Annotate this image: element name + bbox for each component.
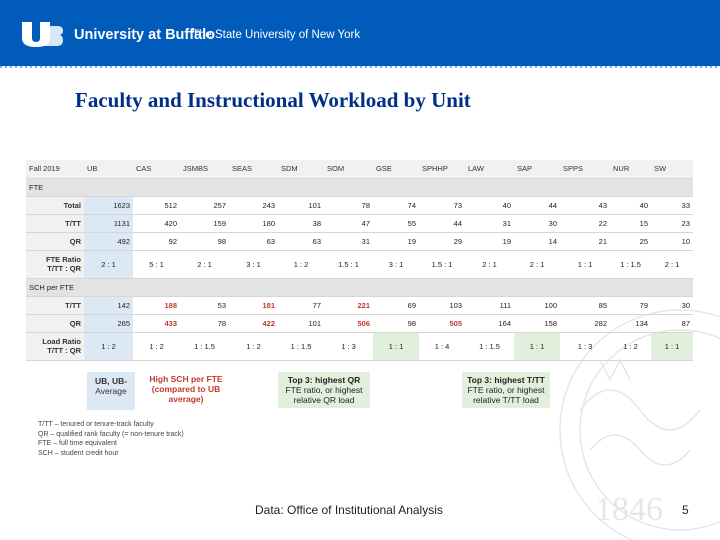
section-label: SCH per FTE	[26, 278, 693, 296]
table-cell: 22	[560, 214, 610, 232]
table-cell: 1131	[84, 214, 133, 232]
table-cell: 69	[373, 296, 419, 314]
table-cell: 1.5 : 1	[419, 250, 465, 278]
slide-title: Faculty and Instructional Workload by Unit	[75, 88, 471, 112]
table-cell: 1623	[84, 196, 133, 214]
section-label: FTE	[26, 178, 693, 196]
table-cell: 188	[133, 296, 180, 314]
table-cell: 181	[229, 296, 278, 314]
table-cell: 2 : 1	[651, 250, 693, 278]
table-cell: 2 : 1	[180, 250, 229, 278]
table-cell: 433	[133, 314, 180, 332]
table-cell: 1 : 2	[278, 250, 324, 278]
table-cell: 40	[465, 196, 514, 214]
university-subtitle: The State University of New York	[192, 29, 361, 41]
ratio-row	[26, 250, 693, 278]
table-cell: 134	[610, 314, 651, 332]
row-label: QR	[26, 232, 84, 250]
data-source: Data: Office of Institutional Analysis	[255, 503, 443, 517]
row-label: Load Ratio T/TT : QR	[26, 332, 84, 360]
table-cell: 1 : 1	[373, 332, 419, 360]
section-row	[26, 178, 693, 196]
column-header: SPHHP	[419, 160, 465, 178]
table-cell: 31	[465, 214, 514, 232]
table-cell: 2 : 1	[465, 250, 514, 278]
table-cell: 1.5 : 1	[324, 250, 373, 278]
table-cell: 98	[180, 232, 229, 250]
table-cell: 180	[229, 214, 278, 232]
section-row	[26, 278, 693, 296]
seal-year: 1846	[595, 491, 663, 528]
definition-line: FTE – full time equivalent	[38, 440, 117, 447]
table-cell: 74	[373, 196, 419, 214]
table-cell: 63	[278, 232, 324, 250]
table-cell: 282	[560, 314, 610, 332]
table-cell: 31	[324, 232, 373, 250]
column-header: SW	[651, 160, 693, 178]
table-cell: 1 : 2	[610, 332, 651, 360]
table-cell: 44	[419, 214, 465, 232]
definition-line: SCH – student credit hour	[38, 449, 119, 457]
column-header: JSMBS	[180, 160, 229, 178]
table-cell: 1 : 3	[324, 332, 373, 360]
table-cell: 73	[419, 196, 465, 214]
table-cell: 53	[180, 296, 229, 314]
table-header-row	[26, 160, 693, 178]
table-cell: 85	[560, 296, 610, 314]
table-cell: 3 : 1	[229, 250, 278, 278]
table-cell: 159	[180, 214, 229, 232]
table-cell: 103	[419, 296, 465, 314]
column-header: SDM	[278, 160, 324, 178]
table-cell: 257	[180, 196, 229, 214]
table-cell: 33	[651, 196, 693, 214]
table-cell: 158	[514, 314, 560, 332]
table-cell: 21	[560, 232, 610, 250]
university-header	[0, 0, 720, 66]
column-header: UB	[84, 160, 133, 178]
legend-tt-bold: Top 3: highest T/TT	[467, 375, 545, 385]
table-cell: 40	[610, 196, 651, 214]
table-cell: 100	[514, 296, 560, 314]
table-cell: 492	[84, 232, 133, 250]
definition-line: QR – qualified rank faculty (= non-tenure track)	[38, 430, 184, 438]
legend-ub-average	[87, 372, 135, 410]
table-cell: 1 : 1.5	[465, 332, 514, 360]
definition-line: T/TT – tenured or tenure-track faculty	[38, 421, 154, 428]
table-row	[26, 296, 693, 314]
ratio-row	[26, 332, 693, 360]
table-cell: 420	[133, 214, 180, 232]
table-cell: 2 : 1	[514, 250, 560, 278]
header-divider	[0, 66, 720, 68]
legend-qr-bold: Top 3: highest QR	[287, 375, 361, 385]
table-cell: 243	[229, 196, 278, 214]
table-cell: 505	[419, 314, 465, 332]
university-name: University at Buffalo	[74, 27, 215, 43]
table-cell: 30	[651, 296, 693, 314]
table-cell: 111	[465, 296, 514, 314]
table-cell: 19	[373, 232, 419, 250]
row-label: Total	[26, 196, 84, 214]
legend-top-tt	[462, 372, 550, 408]
table-cell: 1 : 4	[419, 332, 465, 360]
column-header: CAS	[133, 160, 180, 178]
table-cell: 265	[84, 314, 133, 332]
table-cell: 79	[610, 296, 651, 314]
table-cell: 1 : 3	[560, 332, 610, 360]
table-cell: 38	[278, 214, 324, 232]
table-cell: 15	[610, 214, 651, 232]
table-cell: 92	[133, 232, 180, 250]
table-row	[26, 196, 693, 214]
table-cell: 1 : 2	[229, 332, 278, 360]
table-cell: 78	[180, 314, 229, 332]
row-label: FTE Ratio T/TT : QR	[26, 250, 84, 278]
table-cell: 101	[278, 314, 324, 332]
ub-logo-icon	[20, 20, 64, 48]
table-cell: 44	[514, 196, 560, 214]
table-cell: 23	[651, 214, 693, 232]
table-cell: 1 : 1.5	[180, 332, 229, 360]
column-header: SPPS	[560, 160, 610, 178]
table-cell: 29	[419, 232, 465, 250]
table-cell: 422	[229, 314, 278, 332]
table-cell: 30	[514, 214, 560, 232]
table-cell: 43	[560, 196, 610, 214]
table-cell: 19	[465, 232, 514, 250]
table-cell: 87	[651, 314, 693, 332]
table-cell: 78	[324, 196, 373, 214]
table-cell: 63	[229, 232, 278, 250]
legend-top-qr	[278, 372, 370, 408]
table-cell: 512	[133, 196, 180, 214]
table-cell: 142	[84, 296, 133, 314]
row-label: QR	[26, 314, 84, 332]
column-header: NUR	[610, 160, 651, 178]
table-cell: 164	[465, 314, 514, 332]
row-label: T/TT	[26, 214, 84, 232]
table-cell: 55	[373, 214, 419, 232]
column-header: SEAS	[229, 160, 278, 178]
table-cell: 3 : 1	[373, 250, 419, 278]
table-cell: 221	[324, 296, 373, 314]
table-cell: 47	[324, 214, 373, 232]
table-cell: 1 : 1	[651, 332, 693, 360]
table-cell: 77	[278, 296, 324, 314]
legend-ub-label: UB, UB-	[94, 376, 128, 386]
table-cell: 101	[278, 196, 324, 214]
row-label: T/TT	[26, 296, 84, 314]
table-cell: 1 : 1.5	[610, 250, 651, 278]
legend-ub-sub: Average	[95, 386, 127, 396]
abbreviation-definitions	[38, 420, 184, 458]
table-cell: 1 : 1.5	[278, 332, 324, 360]
legend-tt-rest: FTE ratio, or highest relative T/TT load	[467, 385, 545, 405]
table-cell: 1 : 1	[560, 250, 610, 278]
table-row	[26, 214, 693, 232]
table-row	[26, 232, 693, 250]
table-cell: 506	[324, 314, 373, 332]
legend-high-sch: High SCH per FTE (compared to UB average)	[149, 374, 223, 404]
table-cell: 2 : 1	[84, 250, 133, 278]
column-header: GSE	[373, 160, 419, 178]
table-cell: 14	[514, 232, 560, 250]
table-cell: 1 : 2	[84, 332, 133, 360]
workload-table	[26, 160, 693, 361]
table-cell: 10	[651, 232, 693, 250]
table-cell: 1 : 1	[514, 332, 560, 360]
page-number: 5	[682, 503, 689, 517]
table-cell: 98	[373, 314, 419, 332]
table-row	[26, 314, 693, 332]
table-cell: 25	[610, 232, 651, 250]
column-header: Fall 2019	[26, 160, 84, 178]
column-header: SAP	[514, 160, 560, 178]
column-header: SOM	[324, 160, 373, 178]
table-cell: 1 : 2	[133, 332, 180, 360]
legend-qr-rest: FTE ratio, or highest relative QR load	[285, 385, 363, 405]
column-header: LAW	[465, 160, 514, 178]
table-cell: 5 : 1	[133, 250, 180, 278]
